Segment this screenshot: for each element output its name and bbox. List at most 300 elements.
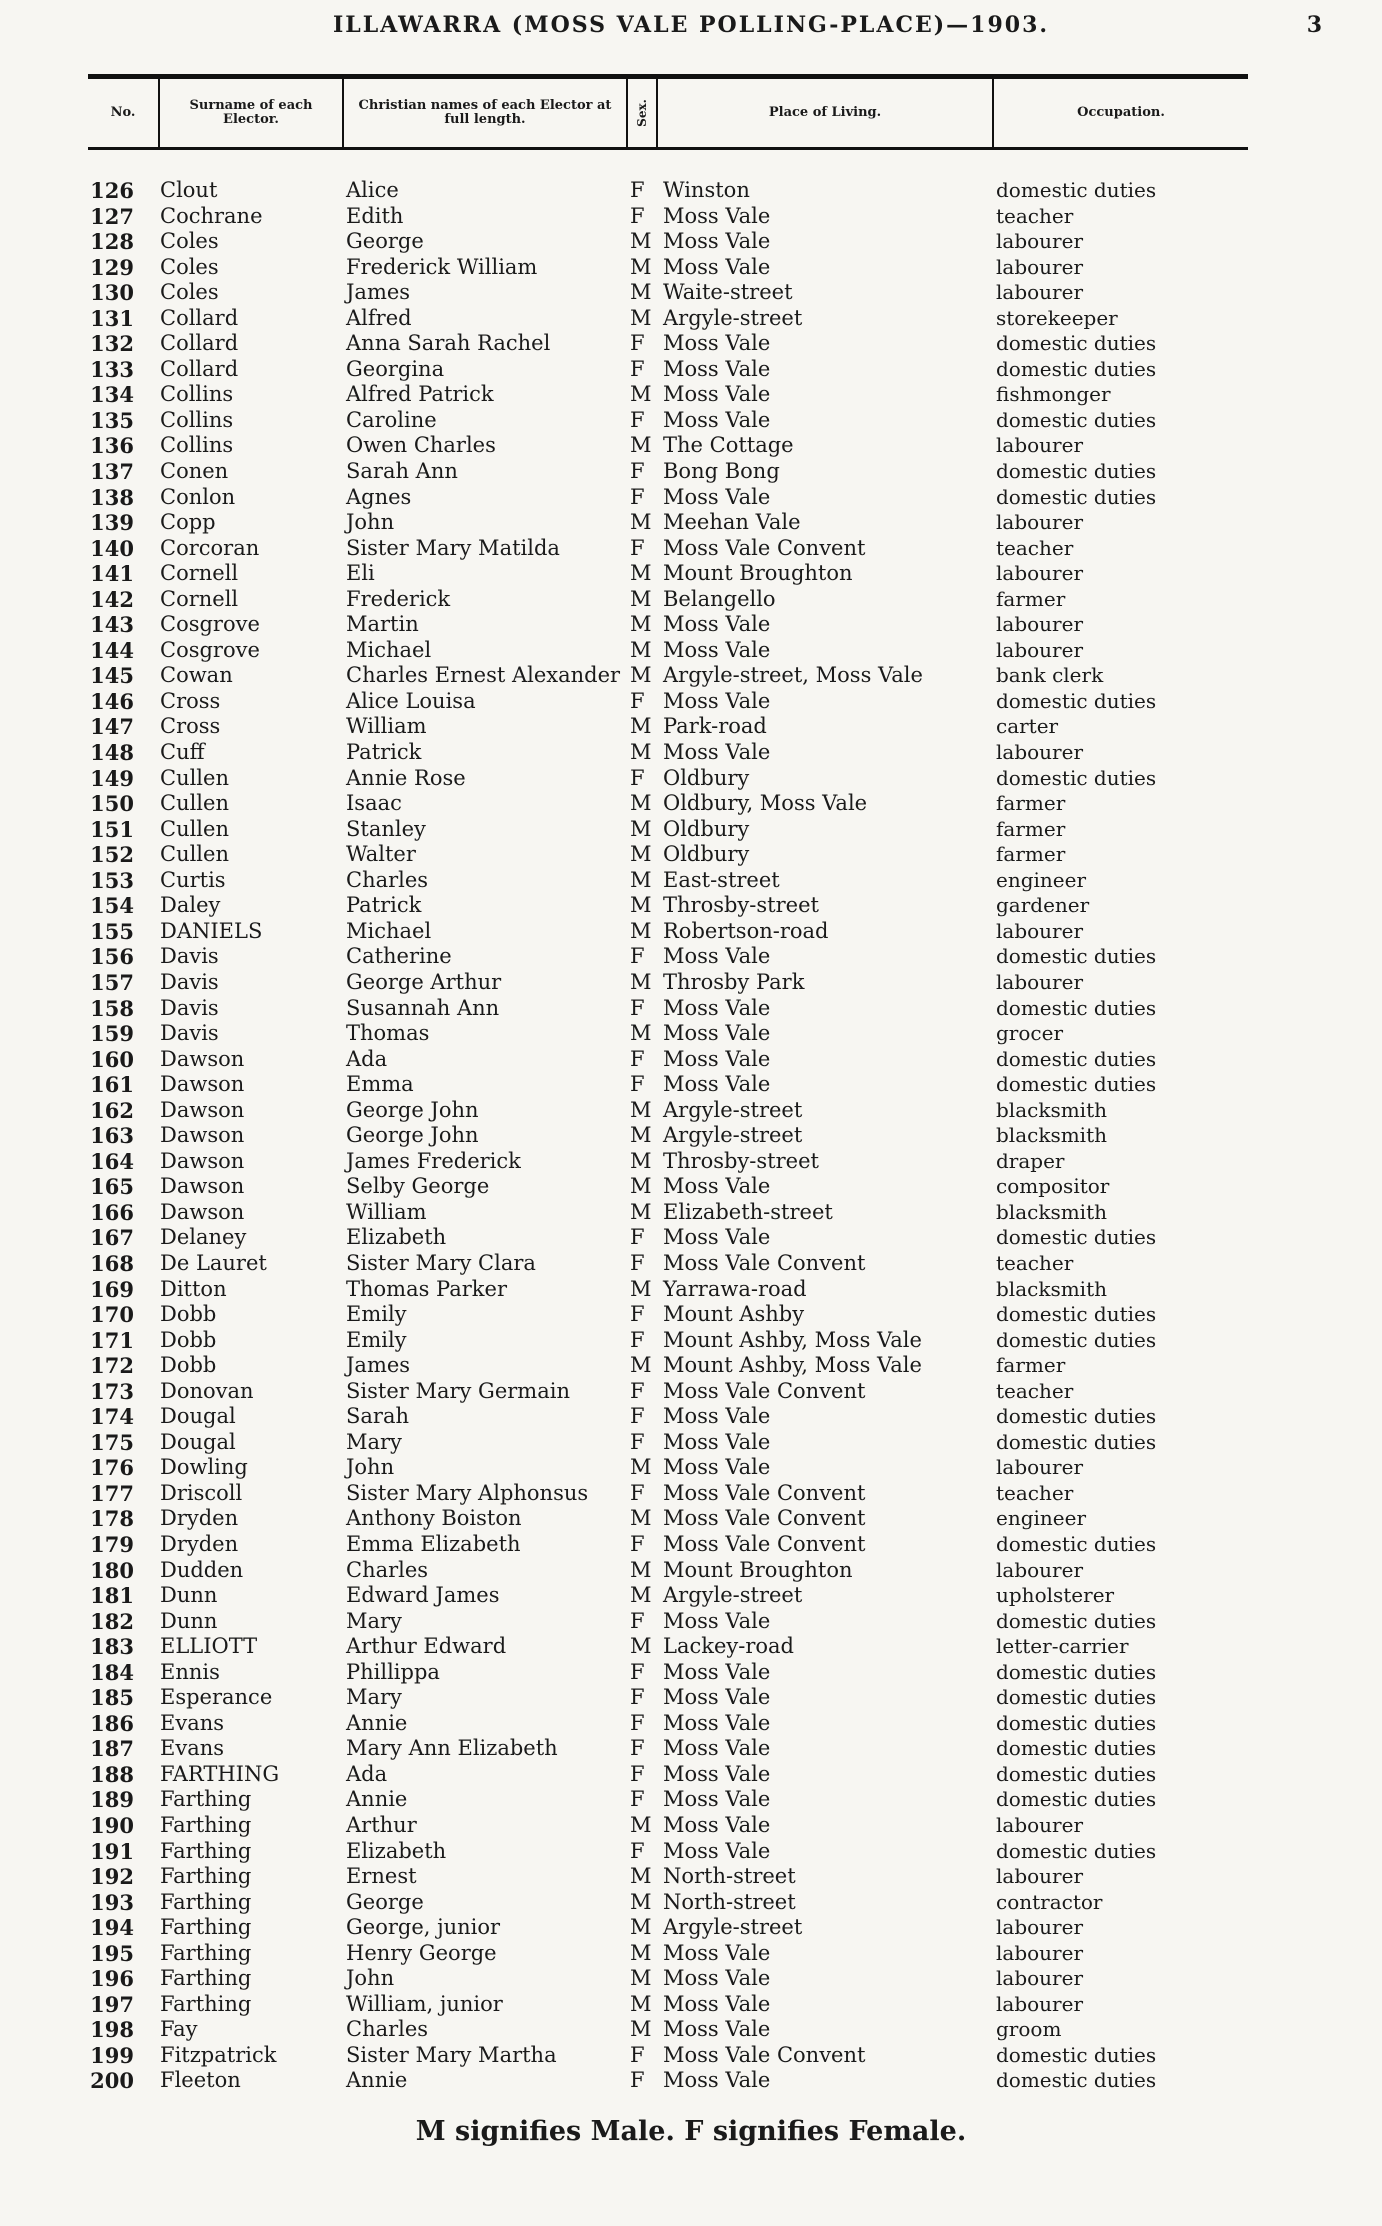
surname: Corcoran	[160, 535, 260, 560]
occupation: compositor	[996, 1174, 1110, 1199]
table-row	[0, 842, 1382, 868]
place-of-living: Throsby-street	[663, 1148, 819, 1173]
table-row	[0, 510, 1382, 536]
place-of-living: East-street	[663, 867, 780, 892]
table-row	[0, 663, 1382, 689]
place-of-living: Mount Ashby, Moss Vale	[663, 1353, 922, 1378]
row-number: 189	[90, 1787, 134, 1813]
place-of-living: Moss Vale	[663, 688, 771, 713]
occupation: domestic duties	[996, 178, 1157, 202]
sex: M	[630, 791, 652, 816]
sex: F	[630, 688, 645, 713]
sex: M	[630, 1123, 652, 1148]
surname: Collard	[160, 331, 239, 356]
occupation: labourer	[996, 254, 1084, 279]
page-title: ILLAWARRA (MOSS VALE POLLING-PLACE)—1903.	[332, 12, 1050, 38]
table-row	[0, 1506, 1382, 1532]
occupation: domestic duties	[996, 995, 1157, 1020]
sex: M	[630, 586, 652, 611]
table-row	[0, 2043, 1382, 2069]
christian-names: Isaac	[346, 791, 402, 816]
surname: Fay	[160, 2017, 198, 2042]
occupation: teacher	[996, 1480, 1074, 1505]
table-row	[0, 1200, 1382, 1226]
table-row	[0, 817, 1382, 843]
row-number: 188	[90, 1761, 134, 1787]
sex: M	[630, 663, 652, 688]
place-of-living: Moss Vale	[663, 1991, 771, 2016]
occupation: domestic duties	[996, 331, 1157, 356]
table-row	[0, 1915, 1382, 1941]
occupation: domestic duties	[996, 484, 1157, 509]
table-row	[0, 408, 1382, 434]
christian-names: George Arthur	[346, 969, 502, 994]
occupation: labourer	[996, 561, 1084, 586]
christian-names: Emma Elizabeth	[346, 1531, 521, 1556]
sex: F	[630, 1404, 645, 1429]
table-row	[0, 1021, 1382, 1047]
surname: Dunn	[160, 1583, 218, 1608]
row-number: 155	[90, 918, 134, 944]
row-number: 146	[90, 688, 134, 714]
place-of-living: Moss Vale	[663, 1021, 771, 1046]
place-of-living: Moss Vale	[663, 1838, 771, 1863]
christian-names: Eli	[346, 561, 375, 586]
table-row	[0, 740, 1382, 766]
surname: Donovan	[160, 1378, 254, 1403]
table-row	[0, 1404, 1382, 1430]
row-number: 175	[90, 1429, 134, 1455]
place-of-living: Moss Vale	[663, 612, 771, 637]
occupation: labourer	[996, 637, 1084, 662]
surname: Delaney	[160, 1225, 247, 1250]
row-number: 126	[90, 178, 134, 203]
place-of-living: Mount Broughton	[663, 1557, 853, 1582]
surname: Conlon	[160, 484, 236, 509]
place-of-living: Moss Vale	[663, 1736, 771, 1761]
occupation: farmer	[996, 842, 1066, 867]
table-row	[0, 996, 1382, 1022]
surname: Cullen	[160, 816, 229, 841]
sex: F	[630, 1787, 645, 1812]
row-number: 159	[90, 1021, 134, 1047]
table-row	[0, 587, 1382, 613]
sex: M	[630, 1353, 652, 1378]
surname: Daley	[160, 893, 221, 918]
place-of-living: Oldbury	[663, 816, 750, 841]
christian-names: Elizabeth	[346, 1838, 447, 1863]
christian-names: Elizabeth	[346, 1225, 447, 1250]
row-number: 163	[90, 1123, 134, 1149]
place-of-living: Moss Vale	[663, 229, 771, 254]
place-of-living: Oldbury	[663, 842, 750, 867]
occupation: labourer	[996, 280, 1084, 305]
table-row	[0, 433, 1382, 459]
table-row	[0, 612, 1382, 638]
sex: M	[630, 1583, 652, 1608]
row-number: 173	[90, 1378, 134, 1404]
place-of-living: Mount Broughton	[663, 561, 853, 586]
christian-names: John	[346, 510, 395, 535]
surname: Dryden	[160, 1506, 239, 1531]
christian-names: George John	[346, 1097, 479, 1122]
sex: M	[630, 1557, 652, 1582]
christian-names: James Frederick	[346, 1148, 521, 1173]
place-of-living: Moss Vale	[663, 484, 771, 509]
row-number: 194	[90, 1915, 134, 1941]
christian-names: Frederick	[346, 586, 451, 611]
christian-names: Mary	[346, 1429, 402, 1454]
place-of-living: Belangello	[663, 586, 776, 611]
row-number: 166	[90, 1199, 134, 1225]
place-of-living: Park-road	[663, 714, 767, 739]
table-row	[0, 1455, 1382, 1481]
occupation: blacksmith	[996, 1097, 1107, 1122]
place-of-living: Throsby-street	[663, 893, 819, 918]
table-row	[0, 1123, 1382, 1149]
place-of-living: Moss Vale	[663, 331, 771, 356]
place-of-living: Argyle-street	[663, 1583, 803, 1608]
sex: F	[630, 944, 645, 969]
surname: Dawson	[160, 1199, 245, 1224]
table-row	[0, 1762, 1382, 1788]
row-number: 138	[90, 484, 134, 510]
sex: F	[630, 459, 645, 484]
surname: Dawson	[160, 1174, 245, 1199]
place-of-living: Moss Vale	[663, 1685, 771, 1710]
christian-names: Ada	[346, 1761, 388, 1786]
column-header	[88, 74, 1248, 150]
row-number: 134	[90, 382, 134, 408]
row-number: 148	[90, 740, 134, 766]
christian-names: Annie	[346, 2068, 408, 2093]
sex: F	[630, 1072, 645, 1097]
christian-names: Walter	[346, 842, 416, 867]
table-row	[0, 1174, 1382, 1200]
header-surname: Surname of each Elector.	[160, 79, 344, 147]
row-number: 184	[90, 1659, 134, 1685]
surname: Fitzpatrick	[160, 2042, 277, 2067]
christian-names: Sister Mary Alphonsus	[346, 1480, 589, 1505]
table-row	[0, 868, 1382, 894]
surname: Cullen	[160, 842, 229, 867]
surname: Evans	[160, 1736, 225, 1761]
surname: Dobb	[160, 1302, 217, 1327]
table-row	[0, 1225, 1382, 1251]
place-of-living: Moss Vale Convent	[663, 1480, 866, 1505]
table-row	[0, 1787, 1382, 1813]
sex: F	[630, 484, 645, 509]
surname: Dougal	[160, 1404, 236, 1429]
table-row	[0, 1660, 1382, 1686]
occupation: domestic duties	[996, 1736, 1157, 1761]
table-row	[0, 1328, 1382, 1354]
occupation: domestic duties	[996, 1225, 1157, 1250]
christian-names: James	[346, 280, 411, 305]
row-number: 174	[90, 1404, 134, 1430]
row-number: 132	[90, 331, 134, 357]
row-number: 190	[90, 1813, 134, 1838]
sex: M	[630, 1864, 652, 1889]
surname: Farthing	[160, 1889, 252, 1914]
row-number: 193	[90, 1889, 134, 1915]
sex: M	[630, 740, 652, 765]
christian-names: William, junior	[346, 1991, 503, 2016]
surname: Conen	[160, 459, 229, 484]
row-number: 139	[90, 510, 134, 536]
sex: F	[630, 1608, 645, 1633]
occupation: carter	[996, 714, 1059, 739]
row-number: 165	[90, 1174, 134, 1200]
christian-names: Edith	[346, 203, 404, 228]
christian-names: Agnes	[346, 484, 412, 509]
surname: Farthing	[160, 1838, 252, 1863]
place-of-living: Moss Vale Convent	[663, 2042, 866, 2067]
christian-names: Charles Ernest Alexander	[346, 663, 621, 688]
surname: Cowan	[160, 663, 233, 688]
place-of-living: Argyle-street	[663, 1123, 803, 1148]
table-row	[0, 2017, 1382, 2043]
table-row	[0, 382, 1382, 408]
occupation: domestic duties	[996, 1327, 1157, 1352]
surname: ELLIOTT	[160, 1634, 258, 1659]
occupation: fishmonger	[996, 382, 1111, 407]
surname: Cross	[160, 714, 221, 739]
place-of-living: Moss Vale	[663, 1659, 771, 1684]
surname: Cosgrove	[160, 637, 260, 662]
christian-names: Anthony Boiston	[346, 1506, 522, 1531]
row-number: 131	[90, 305, 134, 331]
christian-names: Susannah Ann	[346, 995, 500, 1020]
sex: M	[630, 2017, 652, 2042]
place-of-living: Moss Vale	[663, 2068, 771, 2093]
surname: Collard	[160, 305, 239, 330]
surname: Davis	[160, 944, 219, 969]
occupation: labourer	[996, 1991, 1084, 2016]
sex: F	[630, 1761, 645, 1786]
occupation: domestic duties	[996, 1072, 1157, 1097]
surname: Dawson	[160, 1097, 245, 1122]
surname: Dobb	[160, 1327, 217, 1352]
occupation: domestic duties	[996, 1659, 1157, 1684]
occupation: labourer	[996, 1966, 1084, 1991]
occupation: domestic duties	[996, 1761, 1157, 1786]
header-occupation: Occupation.	[1077, 105, 1165, 120]
header-christian-names: Christian names of each Elector at full length.	[344, 79, 628, 147]
place-of-living: Moss Vale	[663, 254, 771, 279]
surname: Davis	[160, 1021, 219, 1046]
elector-list	[0, 178, 1382, 2094]
christian-names: Michael	[346, 637, 432, 662]
row-number: 191	[90, 1838, 134, 1864]
row-number: 182	[90, 1608, 134, 1634]
surname: FARTHING	[160, 1761, 280, 1786]
sex: F	[630, 407, 645, 432]
row-number: 130	[90, 280, 134, 306]
place-of-living: Moss Vale	[663, 382, 771, 407]
place-of-living: Argyle-street	[663, 1097, 803, 1122]
sex: M	[630, 382, 652, 407]
surname: Cornell	[160, 561, 239, 586]
row-number: 157	[90, 969, 134, 995]
row-number: 192	[90, 1864, 134, 1890]
christian-names: Phillippa	[346, 1659, 440, 1684]
page-header	[0, 6, 1382, 46]
occupation: domestic duties	[996, 1531, 1157, 1556]
sex: M	[630, 918, 652, 943]
table-row	[0, 1992, 1382, 2018]
sex: F	[630, 1685, 645, 1710]
table-row	[0, 280, 1382, 306]
place-of-living: Bong Bong	[663, 459, 780, 484]
place-of-living: Moss Vale	[663, 1710, 771, 1735]
table-row	[0, 178, 1382, 204]
sex: F	[630, 331, 645, 356]
place-of-living: Elizabeth-street	[663, 1199, 833, 1224]
surname: Coles	[160, 254, 219, 279]
occupation: farmer	[996, 791, 1066, 816]
table-row	[0, 1839, 1382, 1865]
table-row	[0, 1149, 1382, 1175]
surname: Clout	[160, 178, 218, 202]
place-of-living: Moss Vale	[663, 1429, 771, 1454]
place-of-living: Moss Vale Convent	[663, 1250, 866, 1275]
place-of-living: The Cottage	[663, 433, 794, 458]
row-number: 176	[90, 1455, 134, 1481]
christian-names: Anna Sarah Rachel	[346, 331, 551, 356]
table-row	[0, 944, 1382, 970]
table-row	[0, 714, 1382, 740]
place-of-living: Moss Vale Convent	[663, 1378, 866, 1403]
table-row	[0, 791, 1382, 817]
surname: Collins	[160, 407, 234, 432]
surname: Cuff	[160, 740, 205, 765]
table-row	[0, 536, 1382, 562]
sex: F	[630, 2068, 645, 2093]
occupation: labourer	[996, 1557, 1084, 1582]
occupation: domestic duties	[996, 1302, 1157, 1327]
sex: M	[630, 969, 652, 994]
christian-names: Stanley	[346, 816, 426, 841]
row-number: 177	[90, 1480, 134, 1506]
christian-names: Sarah	[346, 1404, 409, 1429]
sex: F	[630, 1736, 645, 1761]
row-number: 197	[90, 1991, 134, 2017]
table-row	[0, 229, 1382, 255]
table-row	[0, 1532, 1382, 1558]
christian-names: Annie Rose	[346, 765, 466, 790]
row-number: 141	[90, 561, 134, 587]
place-of-living: Moss Vale Convent	[663, 1506, 866, 1531]
occupation: domestic duties	[996, 2042, 1157, 2067]
christian-names: Patrick	[346, 893, 422, 918]
table-row	[0, 1430, 1382, 1456]
surname: Ennis	[160, 1659, 220, 1684]
occupation: labourer	[996, 1813, 1084, 1837]
surname: Esperance	[160, 1685, 273, 1710]
occupation: domestic duties	[996, 944, 1157, 969]
table-row	[0, 1558, 1382, 1584]
surname: Cullen	[160, 791, 229, 816]
surname: Dawson	[160, 1148, 245, 1173]
occupation: labourer	[996, 229, 1084, 254]
row-number: 183	[90, 1634, 134, 1660]
place-of-living: Moss Vale	[663, 1787, 771, 1812]
christian-names: Martin	[346, 612, 419, 637]
place-of-living: Moss Vale	[663, 1608, 771, 1633]
sex: F	[630, 535, 645, 560]
table-row	[0, 1685, 1382, 1711]
row-number: 179	[90, 1531, 134, 1557]
sex: F	[630, 1429, 645, 1454]
occupation: labourer	[996, 612, 1084, 637]
surname: Dryden	[160, 1531, 239, 1556]
row-number: 156	[90, 944, 134, 970]
row-number: 196	[90, 1966, 134, 1992]
occupation: domestic duties	[996, 1710, 1157, 1735]
occupation: domestic duties	[996, 2068, 1157, 2093]
table-row	[0, 1711, 1382, 1737]
row-number: 167	[90, 1225, 134, 1251]
sex: M	[630, 561, 652, 586]
christian-names: Arthur	[346, 1813, 417, 1837]
christian-names: George	[346, 1889, 424, 1914]
surname: Cross	[160, 688, 221, 713]
occupation: storekeeper	[996, 305, 1118, 330]
occupation: labourer	[996, 969, 1084, 994]
place-of-living: Moss Vale	[663, 1455, 771, 1480]
row-number: 150	[90, 791, 134, 817]
surname: Farthing	[160, 1991, 252, 2016]
sex: F	[630, 1480, 645, 1505]
sex: M	[630, 1148, 652, 1173]
table-row	[0, 1072, 1382, 1098]
row-number: 185	[90, 1685, 134, 1711]
row-number: 164	[90, 1148, 134, 1174]
place-of-living: Waite-street	[663, 280, 793, 305]
sex: F	[630, 356, 645, 381]
sex: M	[630, 433, 652, 458]
sex: F	[630, 203, 645, 228]
table-row	[0, 1890, 1382, 1916]
christian-names: Alice Louisa	[346, 688, 476, 713]
surname: Dawson	[160, 1123, 245, 1148]
surname: Coles	[160, 280, 219, 305]
surname: Collins	[160, 433, 234, 458]
row-number: 171	[90, 1327, 134, 1353]
occupation: blacksmith	[996, 1123, 1107, 1148]
occupation: bank clerk	[996, 663, 1104, 688]
place-of-living: Moss Vale	[663, 1404, 771, 1429]
place-of-living: Moss Vale	[663, 1940, 771, 1965]
sex: M	[630, 816, 652, 841]
sex: M	[630, 229, 652, 254]
christian-names: Sarah Ann	[346, 459, 458, 484]
christian-names: Emily	[346, 1302, 407, 1327]
christian-names: Emma	[346, 1072, 414, 1097]
christian-names: Charles	[346, 2017, 429, 2042]
christian-names: Thomas Parker	[346, 1276, 507, 1301]
table-row	[0, 255, 1382, 281]
table-row	[0, 1277, 1382, 1303]
sex: M	[630, 1097, 652, 1122]
table-row	[0, 1302, 1382, 1328]
occupation: domestic duties	[996, 1838, 1157, 1863]
row-number: 147	[90, 714, 134, 740]
occupation: labourer	[996, 1455, 1084, 1480]
sex: F	[630, 765, 645, 790]
place-of-living: Moss Vale Convent	[663, 1531, 866, 1556]
